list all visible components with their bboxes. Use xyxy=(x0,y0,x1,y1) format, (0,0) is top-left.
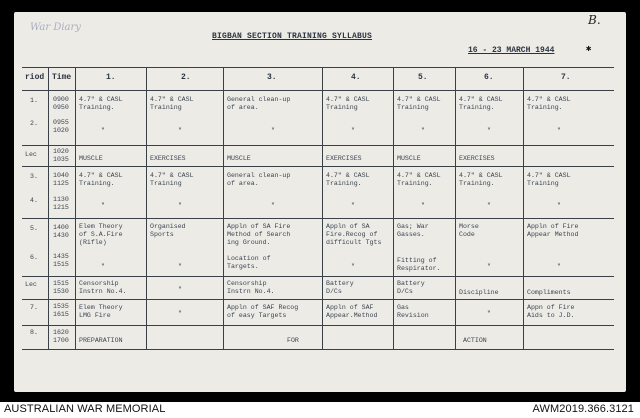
schedule-cell: General clean-up of area. xyxy=(227,96,291,111)
time-label: 1020 1035 xyxy=(53,148,69,163)
table-rule xyxy=(523,67,524,349)
table-rule xyxy=(22,67,614,68)
schedule-cell: 4.7" & CASL Training xyxy=(150,172,194,187)
schedule-cell: Appln of SAF Appear.Method xyxy=(326,304,378,319)
schedule-cell: Organised Sports xyxy=(150,223,186,238)
header-period: riod xyxy=(25,73,45,82)
ditto-mark: " xyxy=(487,127,491,134)
handwritten-note: War Diary xyxy=(30,22,81,33)
schedule-cell: Compliments xyxy=(527,289,571,296)
syllabus-title: BIGBAN SECTION TRAINING SYLLABUS xyxy=(212,32,373,41)
schedule-cell: Appln of SA Fire Method of Search ing Ground. xyxy=(227,223,291,246)
schedule-cell: MUSCLE xyxy=(397,155,421,162)
ditto-mark: " xyxy=(101,202,105,209)
period-label: 8. xyxy=(30,329,38,336)
schedule-cell: 4.7" & CASL Training. xyxy=(459,172,503,187)
schedule-cell: ACTION xyxy=(463,337,487,344)
ditto-mark: " xyxy=(178,286,182,293)
ditto-mark: " xyxy=(487,202,491,209)
ditto-mark: " xyxy=(557,202,561,209)
time-label: 1130 1215 xyxy=(53,196,69,211)
schedule-cell: Location of Targets. xyxy=(227,255,271,270)
table-rule xyxy=(455,67,456,349)
schedule-cell: 4.7" & CASL Training. xyxy=(459,96,503,111)
ditto-mark: " xyxy=(487,310,491,317)
schedule-cell: 4.7" & CASL Training. xyxy=(79,96,123,111)
table-rule xyxy=(393,67,394,349)
ditto-mark: " xyxy=(351,202,355,209)
schedule-cell: 4.7" & CASL Training. xyxy=(527,96,571,111)
time-label: 1400 1430 xyxy=(53,224,69,239)
schedule-cell: Battery D/Cs xyxy=(397,280,425,295)
table-rule xyxy=(22,325,614,326)
schedule-cell: Censorship Instrn No.4. xyxy=(79,280,127,295)
schedule-cell: Appln of SAF Recog of easy Targets xyxy=(227,304,299,319)
schedule-cell: EXERCISES xyxy=(459,155,495,162)
schedule-cell: 4.7" & CASL Training xyxy=(150,96,194,111)
ditto-mark: " xyxy=(271,127,275,134)
ditto-mark: " xyxy=(487,263,491,270)
table-rule xyxy=(22,90,614,91)
table-rule xyxy=(322,67,323,349)
schedule-cell: MUSCLE xyxy=(227,155,251,162)
time-label: 1435 1515 xyxy=(53,253,69,268)
header-day-5: 5. xyxy=(418,73,428,82)
schedule-cell: Gas Revision xyxy=(397,304,429,319)
header-time: Time xyxy=(52,73,72,82)
schedule-cell: Appln of SA Fire.Recog of difficult Tgts xyxy=(326,223,382,246)
period-label: 6. xyxy=(30,254,38,261)
schedule-cell: Appln of Fire Appear Method xyxy=(527,223,579,238)
table-rule xyxy=(22,299,614,300)
table-rule xyxy=(48,67,49,349)
period-label: Lec xyxy=(25,151,37,158)
ditto-mark: " xyxy=(178,127,182,134)
archive-footer xyxy=(0,402,640,418)
page-letter: B. xyxy=(588,13,601,27)
header-day-4: 4. xyxy=(351,73,361,82)
ditto-mark: " xyxy=(421,127,425,134)
schedule-cell: 4.7" & CASL Training. xyxy=(326,172,370,187)
period-label: 4. xyxy=(30,197,38,204)
archive-reference: AWM2019.366.3121 xyxy=(532,403,634,415)
schedule-cell: General clean-up of area. xyxy=(227,172,291,187)
document-page xyxy=(14,12,626,392)
schedule-cell: EXERCISES xyxy=(326,155,362,162)
period-label: 3. xyxy=(30,173,38,180)
schedule-cell: PREPARATION xyxy=(79,337,123,344)
period-label: 2. xyxy=(30,120,38,127)
schedule-cell: Censorship Instrn No.4. xyxy=(227,280,275,295)
ditto-mark: " xyxy=(351,127,355,134)
table-rule xyxy=(75,67,76,349)
ditto-mark: " xyxy=(101,127,105,134)
date-range: 16 - 23 MARCH 1944 xyxy=(468,46,555,55)
time-label: 1535 1615 xyxy=(53,303,69,318)
ditto-mark: " xyxy=(421,202,425,209)
time-label: 1040 1125 xyxy=(53,172,69,187)
archive-name: AUSTRALIAN WAR MEMORIAL xyxy=(4,403,166,415)
schedule-cell: 4.7" & CASL Training xyxy=(326,96,370,111)
schedule-cell: Fitting of Respirator. xyxy=(397,257,441,272)
period-label: 7. xyxy=(30,304,38,311)
schedule-cell: Gas; War Gasses. xyxy=(397,223,429,238)
period-label: Lec xyxy=(25,281,37,288)
header-day-1: 1. xyxy=(106,73,116,82)
ditto-mark: " xyxy=(178,202,182,209)
ditto-mark: " xyxy=(351,263,355,270)
table-rule xyxy=(22,145,614,146)
schedule-cell: Appn of Fire Aids to J.D. xyxy=(527,304,575,319)
schedule-cell: MUSCLE xyxy=(79,155,103,162)
table-rule xyxy=(223,67,224,349)
table-rule xyxy=(22,349,614,350)
schedule-cell: 4.7" & CASL Training xyxy=(397,96,441,111)
table-rule xyxy=(22,166,614,167)
ditto-mark: " xyxy=(178,310,182,317)
header-day-7: 7. xyxy=(561,73,571,82)
schedule-cell: 4.7" & CASL Training. xyxy=(397,172,441,187)
time-label: 0955 1020 xyxy=(53,119,69,134)
schedule-cell: Morse Code xyxy=(459,223,479,238)
schedule-cell: FOR xyxy=(287,337,299,344)
header-day-6: 6. xyxy=(484,73,494,82)
schedule-cell: 4.7" & CASL Training. xyxy=(79,172,123,187)
schedule-cell: Battery D/Cs xyxy=(326,280,354,295)
time-label: 1620 1700 xyxy=(53,329,69,344)
period-label: 1. xyxy=(30,97,38,104)
ditto-mark: " xyxy=(178,263,182,270)
schedule-cell: 4.7" & CASL Training xyxy=(527,172,571,187)
schedule-cell: EXERCISES xyxy=(150,155,186,162)
schedule-cell: Elem Theory of S.A.Fire (Rifle) xyxy=(79,223,123,246)
schedule-cell: Discipline xyxy=(459,289,499,296)
ditto-mark: " xyxy=(557,263,561,270)
schedule-cell: Elem Theory LMG Fire xyxy=(79,304,123,319)
tick-mark: ✱ xyxy=(586,44,592,54)
table-rule xyxy=(22,276,614,277)
time-label: 0900 0950 xyxy=(53,96,69,111)
table-rule xyxy=(146,67,147,349)
table-rule xyxy=(22,218,614,219)
ditto-mark: " xyxy=(271,202,275,209)
header-day-2: 2. xyxy=(181,73,191,82)
ditto-mark: " xyxy=(101,263,105,270)
period-label: 5. xyxy=(30,225,38,232)
time-label: 1515 1530 xyxy=(53,280,69,295)
ditto-mark: " xyxy=(557,127,561,134)
header-day-3: 3. xyxy=(267,73,277,82)
